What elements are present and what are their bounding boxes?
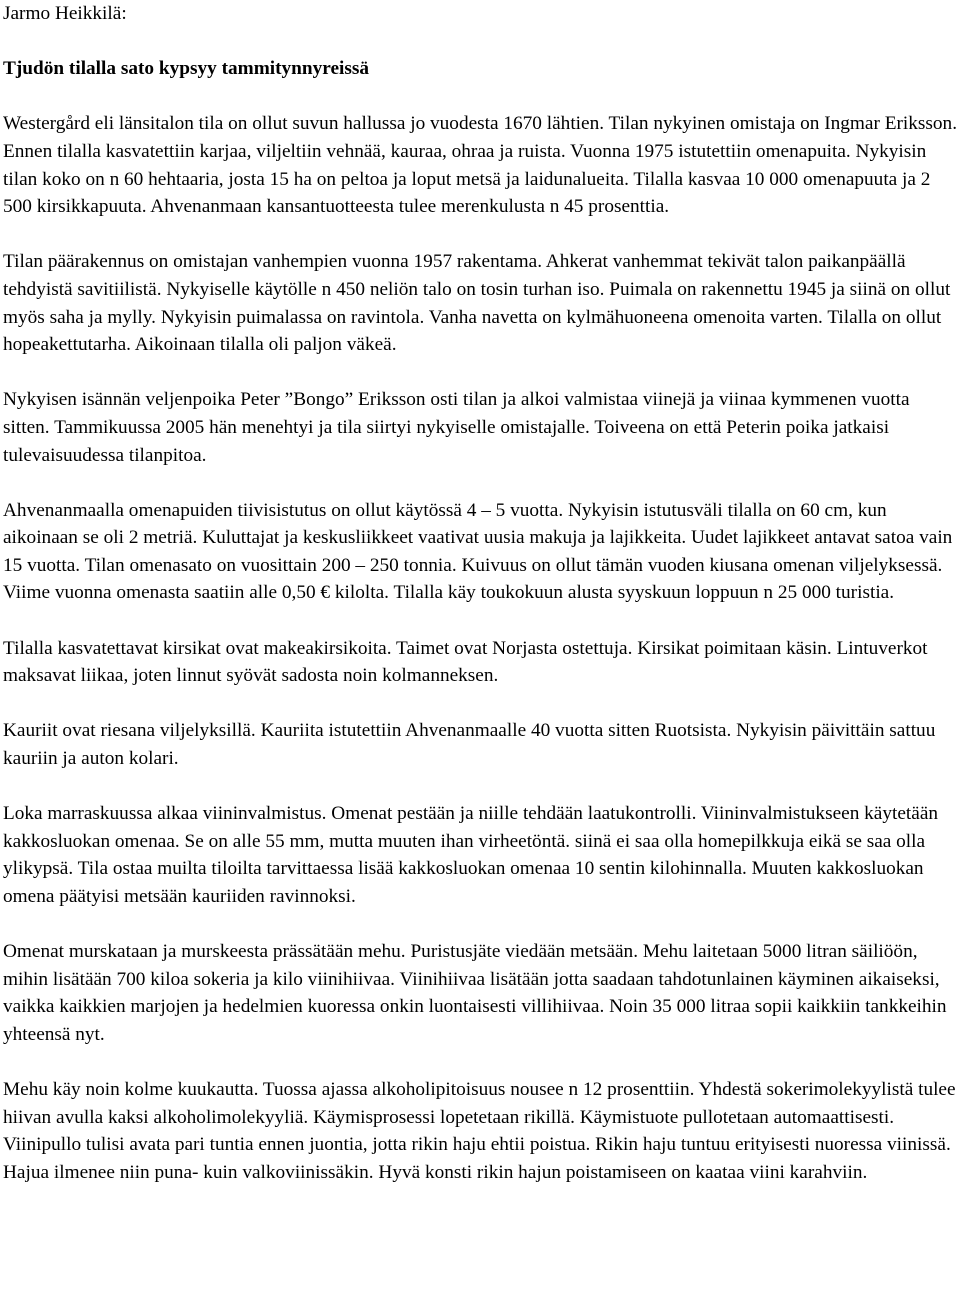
sentence: Kirsikat poimitaan käsin. [637,637,832,659]
sentence: Omenat pestään ja niille tehdään laatukontrolli. [331,803,697,825]
paragraph [3,938,958,1048]
sentence: Viininvalmistukseen käytetään kakkosluokan omenaa. [3,803,939,852]
sentence: Westergård eli länsitalon tila on ollut suvun hallussa jo vuodesta 1670 lähtien. [3,113,605,135]
sentence: Nykyisin päivittäin sattuu kauriin ja auton kolari. [3,720,936,770]
sentence: Yhdestä sokerimolekyylistä tulee hiivan avulla kaksi alkoholimolekyyliä. [3,1079,956,1128]
paragraph [3,1076,958,1186]
sentence: Ahvenanmaan kansantuotteesta tulee merenkulusta n 45 prosenttia. [150,196,670,218]
sentence: Käymistuote pullotetaan automaattisesti. [579,1106,895,1128]
sentence: Viinipullo tulisi avata pari tuntia ennen juontia, jotta rikin haju ehtii poistua. [3,1134,591,1156]
sentence: Hyvä konsti rikin hajun poistamiseen on kaataa viini karahviin. [378,1161,868,1183]
sentence: Noin 35 000 litraa sopii kaikkiin tankkeihin yhteensä nyt. [3,996,947,1045]
sentence: Hajua ilmenee niin puna- kuin valkoviinissäkin. [3,1161,374,1183]
sentence: Kuluttajat ja keskusliikkeet vaativat uusia makuja ja lajikkeita. [202,527,687,549]
sentence: Tilan omenasato on vuosittain 200 – 250 tonnia. [84,554,457,576]
sentence: Mehu laitetaan 5000 litran säiliöön, mihin lisätään 700 kiloa sokeria ja kilo viinihiivaa. [3,941,918,990]
sentence: Tilalla on ollut hopeakettutarha. [3,306,942,356]
sentence: Tilan nykyinen omistaja on Ingmar Eriksson. [608,113,958,135]
sentence: Tuossa ajassa alkoholipitoisuus nousee n 12 prosenttiin. [262,1079,695,1101]
sentence: Toiveena on että Peterin poika jatkaisi tulevaisuudessa tilanpitoa. [3,416,890,466]
sentence: siinä ei saa olla homepilkkuja eikä se saa olla ylikypsä. [3,830,926,880]
sentence: Omenat murskataan ja murskeesta prässätään mehu. [3,941,406,963]
paragraph [3,386,958,469]
sentence: Kauriit ovat riesana viljelyksillä. [3,720,256,742]
sentence: Nykyiselle käytölle n 450 neliön talo on tosin turhan iso. [166,278,605,300]
sentence: Ahvenanmaalla omenapuiden tiivisistutus on ollut käytössä 4 – 5 vuotta. [3,499,564,521]
sentence: Se on alle 55 mm, mutta muuten ihan virheetöntä. [184,830,571,852]
sentence: Viime vuonna omenasta saatiin alle 0,50 € kilolta. [3,582,389,604]
sentence: Nykyisen isännän veljenpoika Peter ”Bongo” Eriksson osti tilan ja alkoi valmistaa viinejä ja viinaa kymmenen vuotta sitten. [3,389,910,438]
sentence: Rikin haju tuntuu erityisesti nuoressa viinissä. [595,1134,951,1156]
sentence: Tilalla kasvaa 10 000 omenapuuta ja 2 500 kirsikkapuuta. [3,168,931,218]
sentence: Uudet lajikkeet antavat satoa vain 15 vuotta. [3,527,953,576]
sentence: Puristusjäte viedään metsään. [410,941,639,963]
sentence: Tilan päärakennus on omistajan vanhempien vuonna 1957 rakentama. [3,251,543,273]
paragraph [3,800,958,910]
sentence: Mehu käy noin kolme kuukautta. [3,1079,259,1101]
sentence: Vanha navetta on kylmähuoneena omenoita varten. [428,306,823,328]
sentence: Muuten kakkosluokan omena päätyisi metsään kauriiden ravinnoksi. [3,858,924,907]
sentence: Tilalla käy toukokuun alusta syyskuun loppuun n 25 000 turistia. [393,582,895,604]
sentence: Aikoinaan tilalla oli paljon väkeä. [134,334,397,356]
sentence: Tilalla kasvatettavat kirsikat ovat makeakirsikoita. [3,637,392,659]
paragraph [3,635,958,690]
sentence: Vuonna 1975 istutettiin omenapuita. [570,140,851,162]
sentence: Ahkerat vanhemmat tekivät talon paikanpäällä tehdyistä savitiilistä. [3,251,906,300]
sentence: Nykyisin puimalassa on ravintola. [160,306,425,328]
sentence: Kauriita istutettiin Ahvenanmaalle 40 vuotta sitten Ruotsista. [260,720,732,742]
document-body [3,110,958,1186]
paragraph [3,717,958,772]
paragraph [3,110,958,220]
sentence: Kuivuus on ollut tämän vuoden kiusana omenan viljelyksessä. [461,554,943,576]
author-line: Jarmo Heikkilä: [3,3,127,24]
sentence: Nykyisin istutusväli tilalla on 60 cm, kun aikoinaan se oli 2 metriä. [3,499,887,549]
paragraph [3,497,958,607]
sentence: Lintuverkot maksavat liikaa, joten linnut syövät sadosta noin kolmanneksen. [3,637,928,687]
sentence: Nykyisin tilan koko on n 60 hehtaaria, josta 15 ha on peltoa ja loput metsä ja laidunalueita. [3,140,927,190]
sentence: Taimet ovat Norjasta ostettuja. [396,637,633,659]
sentence: Käymisprosessi lopetetaan rikillä. [313,1106,575,1128]
sentence: Puimala on rakennettu 1945 ja siinä on ollut myös saha ja mylly. [3,278,951,328]
sentence: Tila ostaa muilta tiloilta tarvittaessa lisää kakkosluokan omenaa 10 sentin kilohinnalla. [77,858,747,880]
document-page [3,0,958,1187]
sentence: Tammikuussa 2005 hän menehtyi ja tila siirtyi nykyiselle omistajalle. [54,416,590,438]
sentence: Ennen tilalla kasvatettiin karjaa, viljeltiin vehnää, kauraa, ohraa ja ruista. [3,140,566,162]
document-title: Tjudön tilalla sato kypsyy tammitynnyreissä [3,58,370,80]
sentence: Viinihiivaa lisätään jotta saadaan tahdotunlainen käyminen aikaiseksi, vaikka kaikkien marjojen ja hedelmien kuoressa onkin luontaisesti villihiivaa. [3,968,940,1018]
paragraph [3,248,958,358]
sentence: Loka marraskuussa alkaa viininvalmistus. [3,803,327,825]
